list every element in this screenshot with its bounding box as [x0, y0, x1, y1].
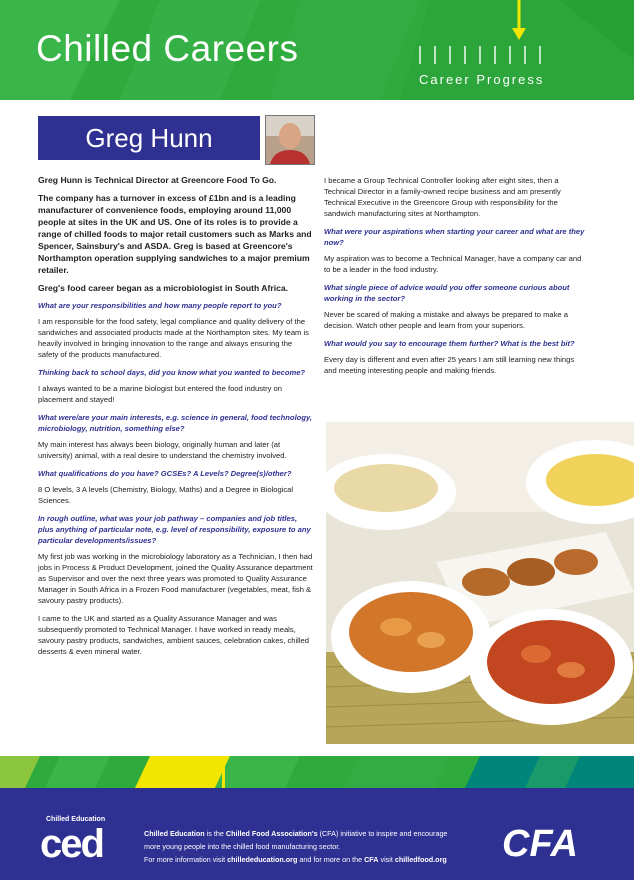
answer-1: I am responsible for the food safety, legal compliance and quality delivery of the sandwiches and associated products made at the Northampton sites. My team is heavily involved in bringing innovation to the range and always ensuring the safety of the products manufactured. [38, 317, 309, 359]
header-banner [0, 0, 634, 100]
arrow-down-icon [512, 0, 526, 44]
question-5: In rough outline, what was your job pathway – companies and job titles, plus anything of particular note, e.g. level of responsibility, exposure to any particular developments/issues? [38, 514, 311, 545]
answer-3: My main interest has always been biology, originally human and later (at university) animal, with a real desire to understand the chemistry involved. [38, 440, 287, 460]
question-6: What were your aspirations when starting your career and what are they now? [324, 227, 585, 247]
food-photo [326, 422, 634, 744]
career-start-text: Greg's food career began as a microbiologist in South Africa. [38, 283, 289, 293]
footer-line-1: Chilled Education is the Chilled Food Association's (CFA) initiative to inspire and encourage [144, 829, 448, 838]
career-progress-ticks [418, 44, 546, 66]
question-7: What single piece of advice would you offer someone curious about working in the sector? [324, 283, 570, 303]
question-3: What were/are your main interests, e.g. science in general, food technology, microbiology, nutrition, something else? [38, 413, 313, 433]
question-2: Thinking back to school days, did you know what you wanted to become? [38, 368, 306, 377]
career-progress-label: Career Progress [419, 72, 545, 87]
profile-name: Greg Hunn [38, 116, 260, 160]
answer-5b: I came to the UK and started as a Quality Assurance Manager and was subsequently promoted to Technical Manager. I have worked in ready meals, savoury pastry products, sandwiches, ambient sauces, celebration cakes, chilled desserts & even mineral water. [38, 614, 309, 656]
footer-text [144, 827, 447, 866]
question-1: What are your responsibilities and how many people report to you? [38, 301, 282, 310]
cfa-logo [500, 822, 600, 862]
page-title: Chilled Careers [36, 28, 299, 69]
right-column [324, 175, 588, 383]
svg-text:CFA: CFA [502, 823, 578, 862]
question-4: What qualifications do you have? GCSEs? A Levels? Degree(s)/other? [38, 469, 292, 478]
ced-logo: ced [40, 822, 103, 866]
answer-5c: I became a Group Technical Controller looking after eight sites, then a Technical Director in a family-owned recipe business and am presently Technical Executive in the Greencore Group with responsibility for the sandwich manufacturing sites at Northampton. [324, 176, 561, 218]
chillededucation-link[interactable]: chillededucation.org [227, 855, 298, 864]
answer-7: Never be scared of making a mistake and always be prepared to make a decision. Watch other people and learn from your superiors. [324, 310, 568, 330]
profile-photo [265, 115, 315, 165]
ced-tagline: Chilled Education [46, 816, 106, 823]
question-8: What would you say to encourage them further? What is the best bit? [324, 339, 575, 348]
answer-6: My aspiration was to become a Technical Manager, have a company car and to be a leader in the food industry. [324, 254, 582, 274]
answer-5: My first job was working in the microbiology laboratory as a Technician, I then had jobs in Process & Product Development, joined the Quality Assurance department as Supervisor and over the next three years was promoted to Quality Assurance Manager in South Africa in a Frozen Food manufacturer (vegetables, meat, fish & savoury pastry products). [38, 552, 313, 605]
answer-2: I always wanted to be a marine biologist but entered the food industry on placement and stayed! [38, 384, 282, 404]
company-text: The company has a turnover in excess of £1bn and is a leading manufacturer of convenience foods, employing around 11,000 people at sites in the UK and US. One of its roles is to provide a range of chilled foods to major retail customers such as Marks and Spencer, Sainsbury's and ASDA. Greg is based at Greencore's Northampton operation supplying sandwiches to a major premium retailer. [38, 193, 312, 275]
intro-text: Greg Hunn is Technical Director at Greencore Food To Go. [38, 175, 277, 185]
footer-line-2: more young people into the chilled food manufacturing sector. [144, 842, 341, 851]
chilledfood-link[interactable]: chilledfood.org [394, 855, 447, 864]
left-column [38, 174, 314, 664]
footer-line-3: For more information visit chillededucation.org and for more on the CFA visit chilledfood.org [144, 855, 447, 864]
color-stripe-band [0, 756, 634, 788]
answer-4: 8 O levels, 3 A levels (Chemistry, Biology, Maths) and a Degree in Biological Sciences. [38, 485, 294, 505]
answer-8: Every day is different and even after 25 years I am still learning new things and meeting interesting people and making friends. [324, 355, 575, 375]
